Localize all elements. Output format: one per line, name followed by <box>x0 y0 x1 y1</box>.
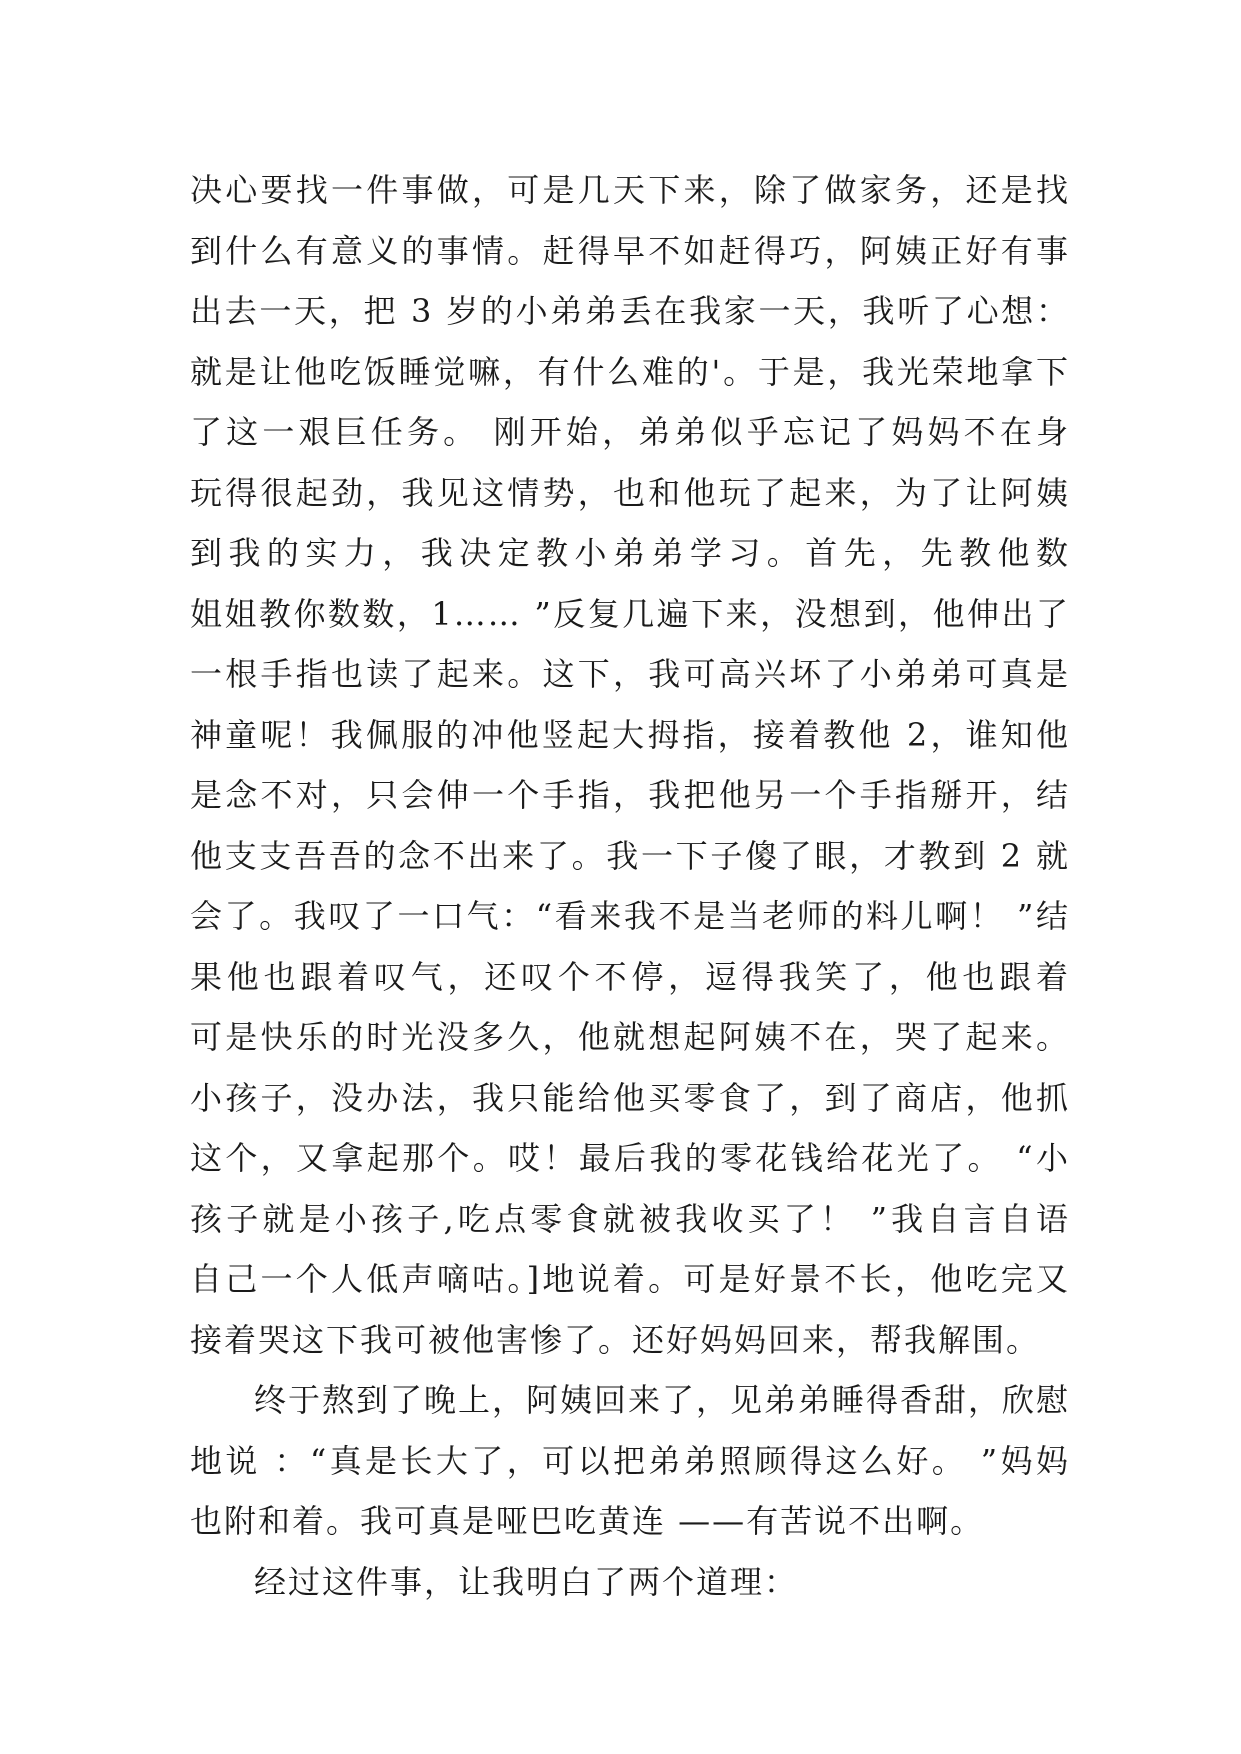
text-line: 也附和着。我可真是哑巴吃黄连 ——有苦说不出啊。 <box>190 1502 985 1540</box>
text-line: 孩子就是小孩子,吃点零食就被我收买了！ ”我自言自语 <box>190 1199 1070 1238</box>
text-line: 就是让他吃饭睡觉嘛，有什么难的'。于是，我光荣地拿下 <box>190 352 1070 391</box>
paragraph-start-line: 终于熬到了晚上，阿姨回来了，见弟弟睡得香甜，欣慰 <box>254 1381 1070 1419</box>
text-line: 他支支吾吾的念不出来了。我一下子傻了眼，才教到 2 就 <box>190 836 1070 875</box>
text-line: 姐姐教你数数，1…… ”反复几遍下来，没想到，他伸出了 <box>190 594 1070 633</box>
paragraph-start-line: 经过这件事，让我明白了两个道理： <box>254 1562 799 1601</box>
text-line: 决心要找一件事做，可是几天下来，除了做家务，还是找 <box>190 171 1070 209</box>
text-line: 会了。我叹了一口气：“看来我不是当老师的料儿啊！ ”结 <box>190 897 1070 935</box>
text-line: 这个，又拿起那个。哎！最后我的零花钱给花光了。 “小 <box>190 1139 1070 1177</box>
text-line: 小孩子，没办法，我只能给他买零食了，到了商店，他抓 <box>190 1078 1070 1117</box>
text-line: 了这一艰巨任务。 刚开始，弟弟似乎忘记了妈妈不在身 <box>190 413 1070 451</box>
text-line: 玩得很起劲，我见这情势，也和他玩了起来，为了让阿姨 <box>190 473 1070 512</box>
text-line: 到我的实力，我决定教小弟弟学习。首先，先教他数 <box>190 534 1070 572</box>
text-line: 到什么有意义的事情。赶得早不如赶得巧，阿姨正好有事 <box>190 231 1070 270</box>
text-line: 一根手指也读了起来。这下，我可高兴坏了小弟弟可真是 <box>190 655 1070 693</box>
text-line: 是念不对，只会伸一个手指，我把他另一个手指掰开，结 <box>190 776 1070 814</box>
text-line: 果他也跟着叹气，还叹个不停，逗得我笑了，他也跟着 <box>190 957 1070 996</box>
text-line: 神童呢！我佩服的冲他竖起大拇指，接着教他 2，谁知他 <box>190 715 1070 754</box>
text-line: 可是快乐的时光没多久，他就想起阿姨不在，哭了起来。 <box>190 1018 1070 1056</box>
text-line: 接着哭这下我可被他害惨了。还好妈妈回来，帮我解围。 <box>190 1320 1041 1359</box>
body-text <box>190 160 1070 1612</box>
text-line: 出去一天，把 3 岁的小弟弟丢在我家一天，我听了心想： <box>190 292 1070 330</box>
text-line: 自己一个人低声嘀咕。]地说着。可是好景不长，他吃完又 <box>190 1260 1070 1298</box>
text-line: 地说 ：“真是长大了，可以把弟弟照顾得这么好。 ”妈妈 <box>190 1441 1070 1480</box>
